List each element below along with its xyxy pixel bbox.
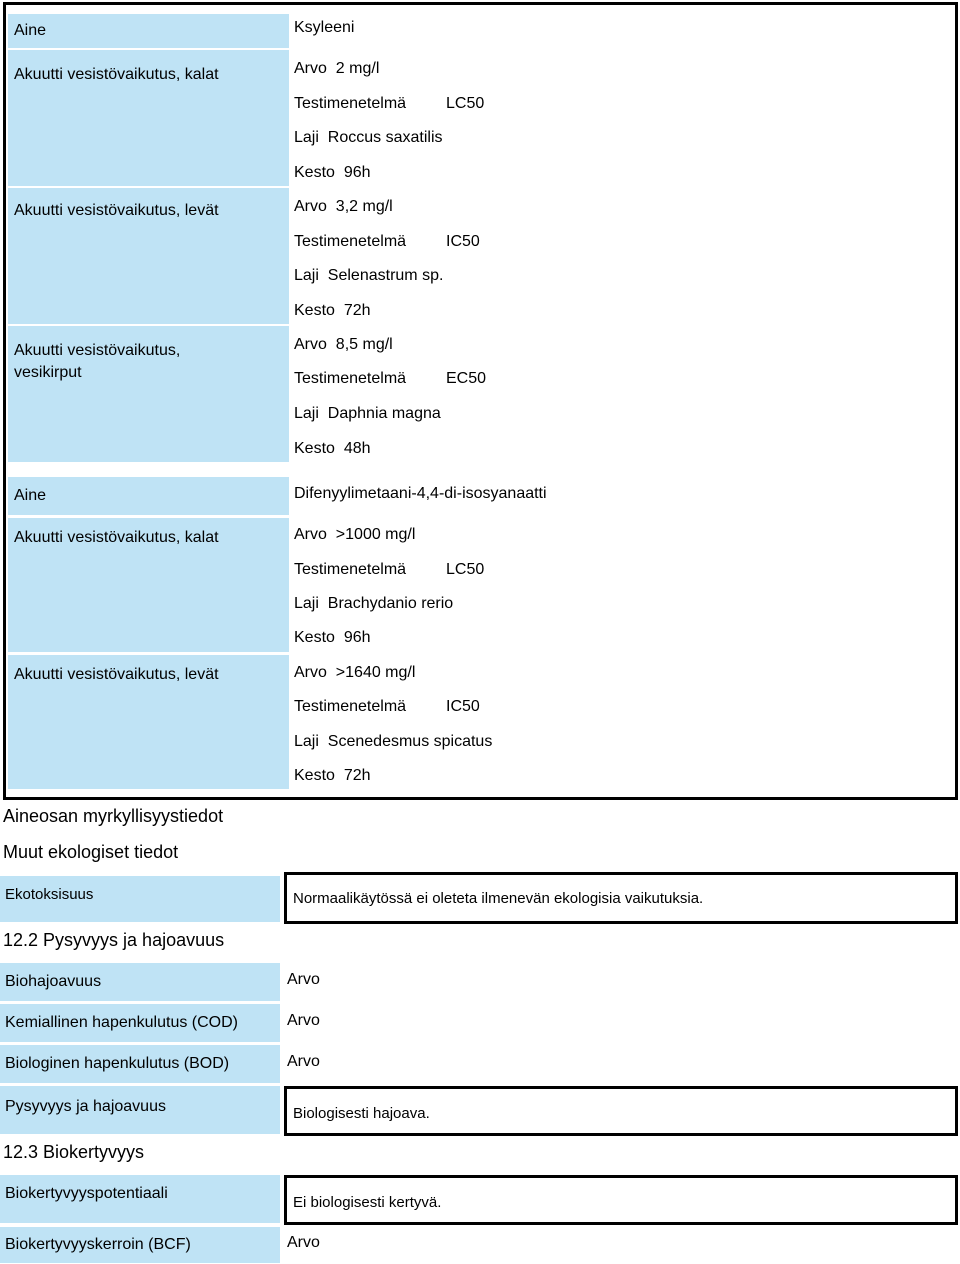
- heading-muut: Muut ekologiset tiedot: [3, 842, 179, 862]
- cod-label: Kemiallinen hapenkulutus (COD): [0, 1004, 280, 1042]
- levat-laji: [294, 267, 443, 285]
- laji-key: Laji: [294, 405, 319, 422]
- laji-value: Daphnia magna: [327, 405, 441, 422]
- test-key: Testimenetelmä: [294, 698, 407, 715]
- ekotoksisuus-label: Ekotoksisuus: [0, 876, 280, 922]
- test-key: Testimenetelmä: [294, 95, 407, 112]
- arvo-value: >1000 mg/l: [335, 526, 416, 543]
- levat-kesto: [294, 302, 371, 320]
- test-key: Testimenetelmä: [294, 370, 407, 387]
- levat-label-2: Akuutti vesistövaikutus, levät: [8, 655, 289, 789]
- pysyvyys-value: Biologisesti hajoava.: [284, 1086, 958, 1136]
- kalat-arvo-2: [294, 526, 415, 544]
- laji-key: Laji: [294, 595, 319, 612]
- kalat-laji: [294, 129, 443, 147]
- vesikirput-label-line2: vesikirput: [14, 364, 82, 381]
- kalat-laji-2: [294, 595, 453, 613]
- levat-arvo-2: [294, 664, 415, 682]
- kalat-kesto-2: [294, 629, 371, 647]
- test-value: IC50: [446, 233, 480, 250]
- biohajoavuus-value: Arvo: [287, 971, 320, 988]
- kesto-value: 72h: [343, 767, 371, 784]
- kalat-arvo: [294, 60, 379, 78]
- arvo-key: Arvo: [294, 60, 327, 77]
- cod-value: Arvo: [287, 1012, 320, 1029]
- levat-test: [294, 233, 480, 251]
- laji-value: Scenedesmus spicatus: [327, 733, 493, 750]
- kesto-key: Kesto: [294, 302, 335, 319]
- kesto-key: Kesto: [294, 440, 335, 457]
- vesikirput-arvo: [294, 336, 393, 354]
- laji-value: Roccus saxatilis: [327, 129, 443, 146]
- arvo-key: Arvo: [294, 336, 327, 353]
- test-value: LC50: [446, 95, 485, 112]
- test-value: EC50: [446, 370, 487, 387]
- test-value: LC50: [446, 561, 485, 578]
- biokertyvyyspotentiaali-value: Ei biologisesti kertyvä.: [284, 1175, 958, 1225]
- levat-laji-2: [294, 733, 492, 751]
- levat-kesto-2: [294, 767, 371, 785]
- kesto-value: 72h: [343, 302, 371, 319]
- heading-aineosan: Aineosan myrkyllisyystiedot: [3, 806, 224, 826]
- arvo-value: >1640 mg/l: [335, 664, 416, 681]
- vesikirput-kesto: [294, 440, 371, 458]
- levat-arvo: [294, 198, 393, 216]
- laji-key: Laji: [294, 267, 319, 284]
- arvo-key: Arvo: [294, 526, 327, 543]
- laji-value: Selenastrum sp.: [327, 267, 444, 284]
- aine-label-2: Aine: [8, 477, 289, 515]
- kalat-test: [294, 95, 484, 113]
- arvo-value: 2 mg/l: [335, 60, 380, 77]
- vesikirput-laji: [294, 405, 441, 423]
- heading-biokertyvyys: 12.3 Biokertyvyys: [3, 1142, 145, 1162]
- laji-key: Laji: [294, 733, 319, 750]
- arvo-key: Arvo: [294, 198, 327, 215]
- levat-test-2: [294, 698, 480, 716]
- arvo-value: 3,2 mg/l: [335, 198, 393, 215]
- laji-key: Laji: [294, 129, 319, 146]
- arvo-key: Arvo: [294, 664, 327, 681]
- bod-value: Arvo: [287, 1053, 320, 1070]
- vesikirput-test: [294, 370, 486, 388]
- test-key: Testimenetelmä: [294, 233, 407, 250]
- bod-label: Biologinen hapenkulutus (BOD): [0, 1045, 280, 1083]
- vesikirput-label-line1: Akuutti vesistövaikutus,: [14, 342, 181, 359]
- kesto-value: 96h: [343, 629, 371, 646]
- kesto-key: Kesto: [294, 164, 335, 181]
- levat-label: Akuutti vesistövaikutus, levät: [8, 188, 289, 324]
- kalat-kesto: [294, 164, 371, 182]
- ekotoksisuus-value: Normaalikäytössä ei oleteta ilmenevän ekologisia vaikutuksia.: [284, 872, 958, 924]
- arvo-value: 8,5 mg/l: [335, 336, 393, 353]
- laji-value: Brachydanio rerio: [327, 595, 454, 612]
- aine-value: Ksyleeni: [294, 19, 355, 36]
- aine-label: Aine: [8, 14, 289, 48]
- test-value: IC50: [446, 698, 480, 715]
- kesto-value: 96h: [343, 164, 371, 181]
- kalat-test-2: [294, 561, 484, 579]
- kalat-label-2: Akuutti vesistövaikutus, kalat: [8, 518, 289, 652]
- kalat-label: Akuutti vesistövaikutus, kalat: [8, 50, 289, 186]
- heading-pysyvyys: 12.2 Pysyvyys ja hajoavuus: [3, 930, 225, 950]
- bcf-value: Arvo: [287, 1234, 320, 1251]
- bcf-label: Biokertyvyyskerroin (BCF): [0, 1227, 280, 1263]
- aine-value-2: Difenyylimetaani-4,4-di-isosyanaatti: [294, 485, 547, 502]
- test-key: Testimenetelmä: [294, 561, 407, 578]
- kesto-key: Kesto: [294, 767, 335, 784]
- kesto-value: 48h: [343, 440, 371, 457]
- vesikirput-label: [8, 326, 289, 462]
- kesto-key: Kesto: [294, 629, 335, 646]
- biokertyvyyspotentiaali-label: Biokertyvyyspotentiaali: [0, 1175, 280, 1223]
- biohajoavuus-label: Biohajoavuus: [0, 963, 280, 1001]
- pysyvyys-label: Pysyvyys ja hajoavuus: [0, 1086, 280, 1134]
